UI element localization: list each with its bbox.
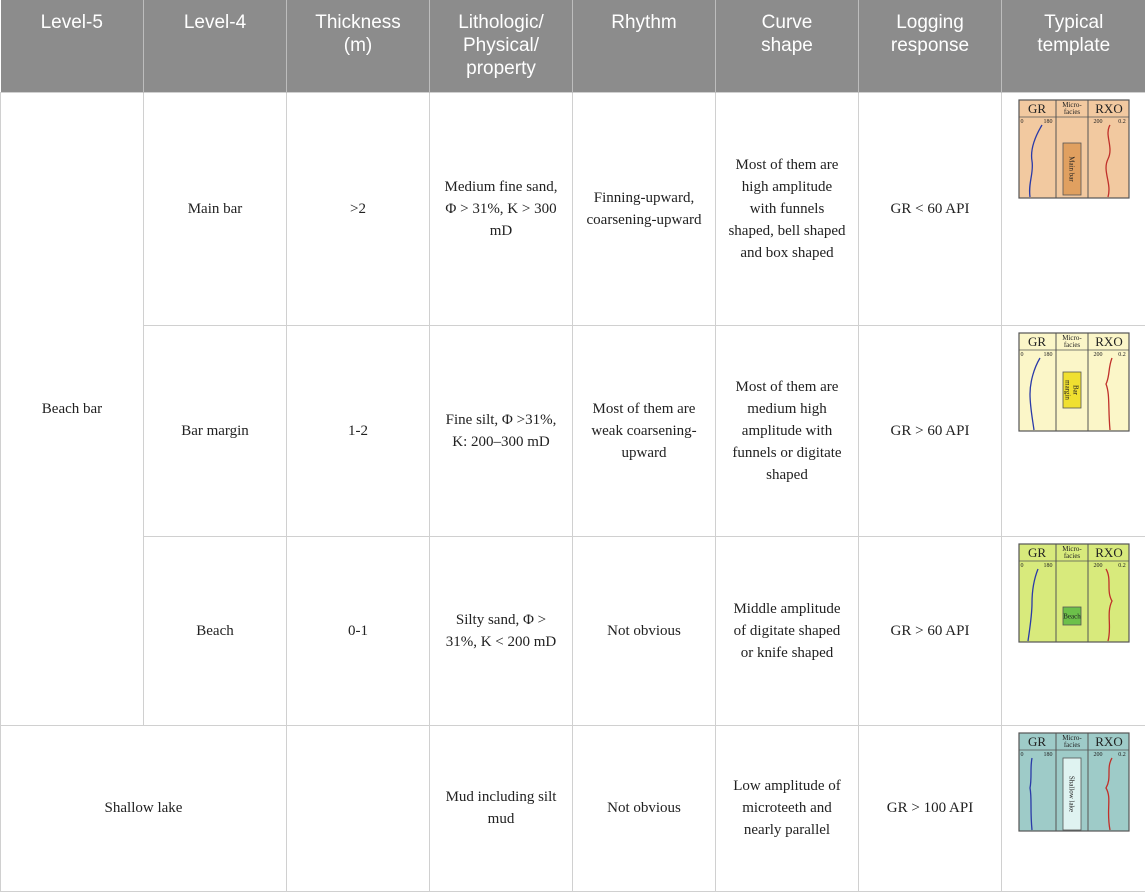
log-template-svg [1018, 332, 1130, 432]
template-scale-label: 200 [1094, 352, 1103, 358]
header-line: Level-5 [5, 11, 140, 34]
cell-thickness: 1-2 [287, 325, 430, 536]
table-row-bar-margin [1, 325, 1145, 536]
cell-typical-template [1002, 536, 1145, 725]
template-scale-label: 0 [1021, 752, 1024, 758]
template-scale-label: 200 [1094, 119, 1103, 125]
table-row-beach [1, 536, 1145, 725]
template-gr-label: GR [1028, 334, 1046, 349]
template-micro-label: Micro- [1062, 545, 1082, 553]
header-line: Thickness [291, 11, 425, 34]
template-gr-label: GR [1028, 734, 1046, 749]
template-gr-label: GR [1028, 545, 1046, 560]
level5-shallow-lake: Shallow lake [1, 725, 287, 891]
template-rxo-label: RXO [1095, 734, 1122, 749]
header-line: Curve [720, 11, 854, 34]
table-body [1, 92, 1145, 891]
cell-lithology: Mud including silt mud [430, 725, 573, 891]
template-facies-label: Bar [1072, 384, 1080, 395]
cell-typical-template [1002, 92, 1145, 325]
header-lithology [430, 0, 573, 92]
cell-lithology: Medium fine sand, Φ > 31%, K > 300 mD [430, 92, 573, 325]
template-scale-label: 0.2 [1118, 563, 1126, 569]
header-line: shape [720, 34, 854, 57]
cell-thickness: >2 [287, 92, 430, 325]
template-scale-label: 180 [1044, 752, 1053, 758]
cell-logging-response: GR > 60 API [859, 325, 1002, 536]
template-scale-label: 200 [1094, 563, 1103, 569]
cell-thickness [287, 725, 430, 891]
header-line: template [1006, 34, 1142, 57]
template-micro-label: Micro- [1062, 734, 1082, 742]
header-line: response [863, 34, 997, 57]
header-rhythm [573, 0, 716, 92]
template-facies-label: Beach [1063, 612, 1081, 620]
template-scale-label: 0.2 [1118, 119, 1126, 125]
header-level4 [144, 0, 287, 92]
log-template-svg [1018, 543, 1130, 643]
template-scale-label: 0 [1021, 563, 1024, 569]
header-line: Rhythm [577, 11, 711, 34]
log-template-svg [1018, 99, 1130, 199]
cell-level4: Bar margin [144, 325, 287, 536]
log-template-image [1018, 332, 1131, 432]
template-scale-label: 0 [1021, 119, 1024, 125]
template-facies-label-group [1068, 775, 1076, 811]
table-row-main-bar [1, 92, 1145, 325]
template-micro-label: Micro- [1062, 334, 1082, 342]
template-gr-label: GR [1028, 101, 1046, 116]
cell-rhythm: Most of them are weak coarsening-upward [573, 325, 716, 536]
template-scale-label: 0.2 [1118, 752, 1126, 758]
header-line: (m) [291, 34, 425, 57]
template-scale-label: 200 [1094, 752, 1103, 758]
header-line: Logging [863, 11, 997, 34]
cell-level4: Main bar [144, 92, 287, 325]
cell-typical-template [1002, 725, 1145, 891]
cell-logging-response: GR > 100 API [859, 725, 1002, 891]
level5-beach-bar: Beach bar [1, 92, 144, 725]
cell-lithology: Fine silt, Φ >31%, K: 200–300 mD [430, 325, 573, 536]
cell-lithology: Silty sand, Φ > 31%, K < 200 mD [430, 536, 573, 725]
template-rxo-label: RXO [1095, 545, 1122, 560]
header-line: Physical/ [434, 34, 568, 57]
template-rxo-label: RXO [1095, 334, 1122, 349]
cell-curve-shape: Most of them are medium high amplitude with funnels or digitate shaped [716, 325, 859, 536]
header-line: property [434, 57, 568, 80]
log-template-svg [1018, 732, 1130, 832]
template-scale-label: 0 [1021, 352, 1024, 358]
template-facies-label: Main bar [1068, 156, 1076, 182]
template-scale-label: 0.2 [1118, 352, 1126, 358]
cell-curve-shape: Low amplitude of microteeth and nearly parallel [716, 725, 859, 891]
header-logging-response [859, 0, 1002, 92]
template-rxo-label: RXO [1095, 101, 1122, 116]
log-template-image [1018, 732, 1131, 832]
header-curve-shape [716, 0, 859, 92]
cell-typical-template [1002, 325, 1145, 536]
template-micro-label: Micro- [1062, 101, 1082, 109]
log-template-image [1018, 99, 1131, 199]
template-scale-label: 180 [1044, 352, 1053, 358]
cell-rhythm: Finning-upward, coarsening-upward [573, 92, 716, 325]
header-row [1, 0, 1145, 92]
table-row-shallow-lake [1, 725, 1145, 891]
template-facies-label: margin [1064, 380, 1072, 400]
cell-curve-shape: Most of them are high amplitude with funnels shaped, bell shaped and box shaped [716, 92, 859, 325]
cell-logging-response: GR < 60 API [859, 92, 1002, 325]
template-scale-label: 180 [1044, 119, 1053, 125]
cell-rhythm: Not obvious [573, 536, 716, 725]
template-micro-label: facies [1064, 108, 1081, 116]
header-line: Lithologic/ [434, 11, 568, 34]
table-header [1, 0, 1145, 92]
header-line: Level-4 [148, 11, 282, 34]
cell-rhythm: Not obvious [573, 725, 716, 891]
template-facies-label: Shallow lake [1068, 775, 1076, 811]
template-micro-label: facies [1064, 741, 1081, 749]
header-thickness [287, 0, 430, 92]
cell-level4: Beach [144, 536, 287, 725]
header-level5 [1, 0, 144, 92]
header-typical-template [1002, 0, 1145, 92]
template-scale-label: 180 [1044, 563, 1053, 569]
cell-thickness: 0-1 [287, 536, 430, 725]
header-line: Typical [1006, 11, 1142, 34]
template-micro-label: facies [1064, 552, 1081, 560]
cell-logging-response: GR > 60 API [859, 536, 1002, 725]
template-micro-label: facies [1064, 341, 1081, 349]
log-template-image [1018, 543, 1131, 643]
cell-curve-shape: Middle amplitude of digitate shaped or knife shaped [716, 536, 859, 725]
template-facies-label-group [1068, 156, 1076, 182]
